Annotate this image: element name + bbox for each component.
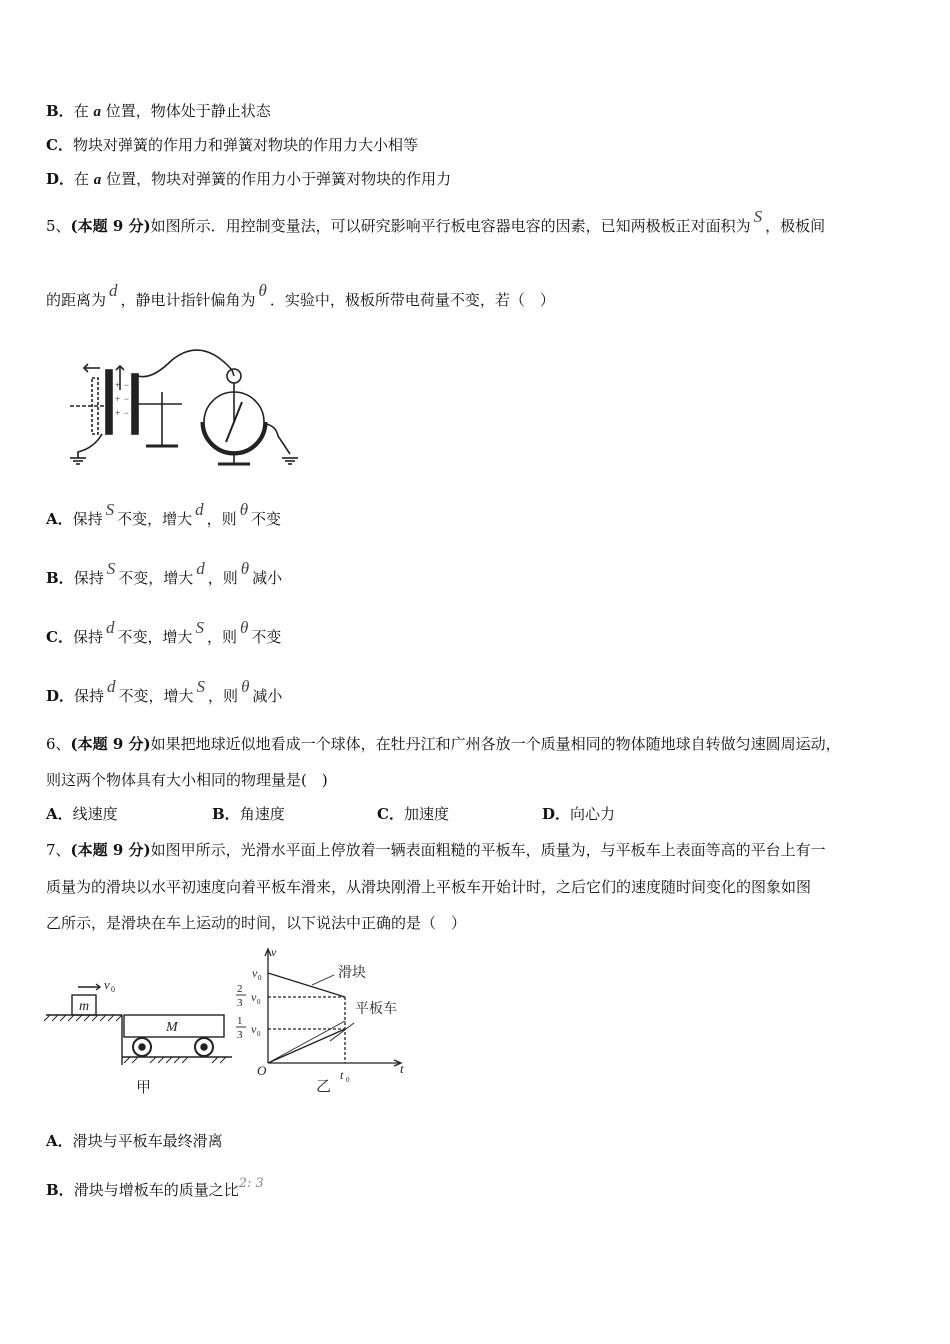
figure-yi-vt-graph	[232, 945, 417, 1095]
fig-yi-v0-tick: v	[252, 966, 258, 980]
svg-text:−: −	[124, 380, 130, 390]
capacitor-electrometer-figure	[62, 340, 312, 475]
q7-option-b-ratio: 2: 3	[238, 1176, 264, 1191]
fig-jia-v0-sub: 0	[111, 985, 115, 994]
fig-yi-t0-label: t	[340, 1068, 344, 1082]
fig-yi-v-axis-label: v	[271, 945, 277, 959]
q7-stem-line3: 乙所示，是滑块在车上运动的时间，以下说法中正确的是（ ）	[46, 914, 467, 932]
q5-option-a: A．保持 S 不变，增大 d ，则 θ 不变	[46, 500, 282, 528]
fig-jia-v0-label: v	[104, 977, 110, 992]
fig-yi-t0-sub: 0	[346, 1076, 350, 1084]
q4-option-d: D．在 a 位置，物块对弹簧的作用力小于弹簧对物块的作用力	[46, 170, 452, 188]
q5-stem-line1: 5、(本题 9 分)如图所示．用控制变量法，可以研究影响平行板电容器电容的因素，已知两极板正对面积为 S ，极板间	[46, 207, 826, 235]
q4-option-b: B．在 a 位置，物体处于静止状态	[46, 102, 271, 120]
q5-option-b: B．保持 S 不变，增大 d ，则 θ 减小	[46, 559, 283, 587]
fig-yi-two-thirds-v-sub: 0	[257, 998, 261, 1006]
fig-yi-v0-tick-sub: 0	[258, 974, 262, 982]
q5-option-d: D．保持 d 不变，增大 S ，则 θ 减小	[46, 677, 283, 705]
fig-yi-two-thirds-den: 3	[237, 997, 243, 1009]
q6-option-b: B．角速度	[212, 805, 285, 823]
q4-option-c: C．物块对弹簧的作用力和弹簧对物块的作用力大小相等	[46, 136, 418, 154]
fig-yi-cart-label: 平板车	[355, 1002, 397, 1017]
q7-stem-line1: 7、(本题 9 分)如图甲所示，光滑水平面上停放着一辆表面粗糙的平板车，质量为，与平板车上表面等高的平台上有一	[46, 841, 826, 859]
q5-stem-line2: 的距离为 d ，静电计指针偏角为 θ ．实验中，极板所带电荷量不变，若（ ）	[46, 281, 555, 309]
q7-stem-line2: 质量为的滑块以水平初速度向着平板车滑来，从滑块刚滑上平板车开始计时，之后它们的速度随时间变化的图象如图	[46, 878, 812, 896]
fig-yi-one-third-num: 1	[237, 1015, 243, 1027]
q6-stem-line2: 则这两个物体具有大小相同的物理量是( )	[46, 771, 328, 789]
fig-yi-origin-label: O	[257, 1063, 267, 1078]
q5-option-c: C．保持 d 不变，增大 S ，则 θ 不变	[46, 618, 282, 646]
fig-yi-slider-label: 滑块	[338, 966, 366, 981]
svg-text:+: +	[115, 394, 121, 404]
fig-jia-caption: 甲	[136, 1080, 152, 1096]
figure-jia-cart	[44, 975, 234, 1100]
q7-option-b: B．滑块与增板车的质量之比2: 3	[46, 1176, 264, 1199]
fig-yi-one-third-v-sub: 0	[257, 1030, 261, 1038]
q6-option-a: A．线速度	[46, 805, 118, 823]
fig-yi-one-third-v: v	[251, 1022, 257, 1036]
q6-option-d: D．向心力	[542, 805, 616, 823]
q7-option-a: A．滑块与平板车最终滑离	[46, 1132, 223, 1150]
fig-jia-m-label: m	[79, 999, 90, 1014]
fig-yi-two-thirds-num: 2	[237, 983, 243, 995]
fig-jia-M-label: M	[166, 1020, 178, 1035]
svg-text:−: −	[124, 408, 130, 418]
fig-yi-two-thirds-v: v	[251, 990, 257, 1004]
svg-text:+: +	[115, 408, 121, 418]
fig-yi-t-axis-label: t	[400, 1061, 404, 1076]
q6-option-c: C．加速度	[377, 805, 449, 823]
svg-text:+: +	[115, 380, 121, 390]
q6-stem-line1: 6、(本题 9 分)如果把地球近似地看成一个球体，在牡丹江和广州各放一个质量相同的物体随地球自转做匀速圆周运动，	[46, 735, 841, 753]
fig-yi-one-third-den: 3	[237, 1029, 243, 1041]
svg-text:−: −	[124, 394, 130, 404]
fig-yi-caption: 乙	[316, 1079, 332, 1095]
